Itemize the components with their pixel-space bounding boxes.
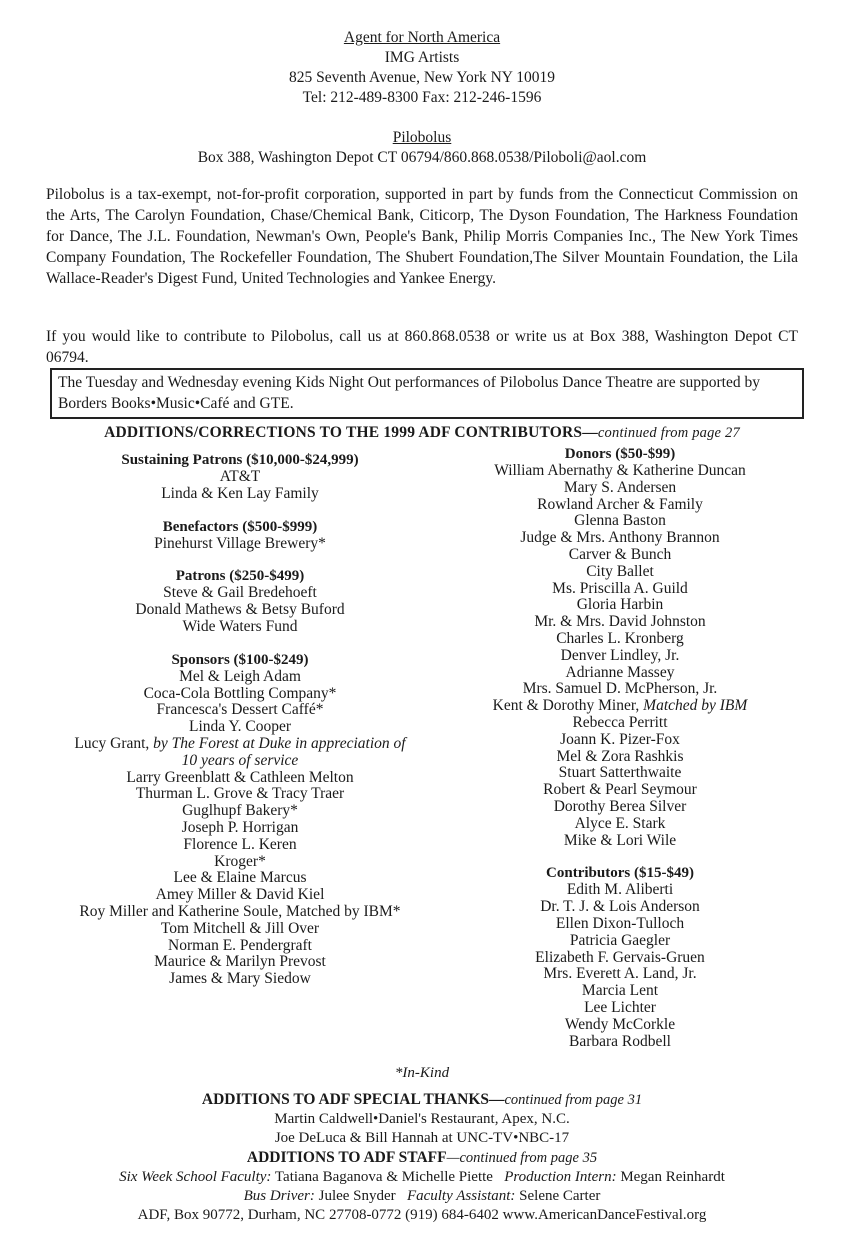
assistant-name: Selene Carter bbox=[515, 1188, 601, 1204]
special-thanks-line-2: Joe DeLuca & Bill Hannah at UNC-TV•NBC-17 bbox=[274, 1130, 570, 1146]
sustaining-title: Sustaining Patrons ($10,000-$24,999) bbox=[121, 452, 359, 468]
list-item: Linda Y. Cooper bbox=[188, 718, 292, 736]
agent-block bbox=[0, 28, 844, 108]
list-item: Linda & Ken Lay Family bbox=[161, 484, 319, 502]
list-item: Mel & Leigh Adam bbox=[179, 667, 301, 685]
miner-note: Matched by IBM bbox=[643, 697, 748, 715]
list-item: Kroger* bbox=[214, 852, 266, 870]
driver-name: Julee Snyder bbox=[314, 1188, 396, 1204]
list-item: Charles L. Kronberg bbox=[556, 629, 684, 647]
contributors-title: Contributors ($15-$49) bbox=[546, 865, 694, 882]
list-item: William Abernathy & Katherine Duncan bbox=[494, 462, 746, 479]
list-item: Robert & Pearl Seymour bbox=[543, 781, 697, 799]
agent-name: IMG Artists bbox=[384, 49, 460, 66]
staff-continued: —continued from page 35 bbox=[446, 1150, 598, 1166]
in-kind-text: *In-Kind bbox=[394, 1065, 450, 1081]
list-item: Mrs. Samuel D. McPherson, Jr. bbox=[522, 680, 718, 698]
list-item: Donald Mathews & Betsy Buford bbox=[135, 601, 345, 619]
list-item: Alyce E. Stark bbox=[574, 814, 666, 832]
list-item: Dr. T. J. & Lois Anderson bbox=[540, 898, 700, 916]
list-item: Francesca's Dessert Caffé* bbox=[156, 701, 324, 719]
grant-name: Lucy Grant, bbox=[74, 734, 154, 752]
benefactors-title: Benefactors ($500-$999) bbox=[162, 518, 318, 535]
list-item: Judge & Mrs. Anthony Brannon bbox=[520, 529, 720, 547]
list-item: Ms. Priscilla A. Guild bbox=[552, 579, 688, 597]
list-item: Pinehurst Village Brewery* bbox=[154, 534, 326, 552]
adf-address: ADF, Box 90772, Durham, NC 27708-0772 (919) 684-6402 www.AmericanDanceFestival.org bbox=[137, 1207, 707, 1223]
list-item: Elizabeth F. Gervais-Gruen bbox=[535, 948, 705, 966]
list-item: Norman E. Pendergraft bbox=[168, 936, 312, 954]
footer-sections bbox=[0, 1090, 844, 1225]
list-item: Guglhupf Bakery* bbox=[182, 802, 298, 820]
list-item: Amey Miller & David Kiel bbox=[155, 886, 325, 904]
list-item: Barbara Rodbell bbox=[568, 1032, 671, 1050]
list-item-grant bbox=[40, 736, 440, 753]
list-item: Lee Lichter bbox=[584, 998, 656, 1016]
miner-name: Kent & Dorothy Miner, bbox=[492, 697, 644, 715]
in-kind-note bbox=[0, 1064, 844, 1083]
list-item: Patricia Gaegler bbox=[569, 931, 671, 949]
contributors-continued: continued from page 27 bbox=[597, 425, 740, 441]
left-column bbox=[40, 452, 440, 988]
list-item: Thurman L. Grove & Tracy Traer bbox=[135, 785, 345, 803]
list-item-grant-cont bbox=[40, 753, 440, 770]
list-item: Wide Waters Fund bbox=[182, 617, 298, 635]
driver-label: Bus Driver: bbox=[243, 1188, 315, 1204]
donors-title: Donors ($50-$99) bbox=[564, 446, 676, 462]
list-item: Marcia Lent bbox=[581, 982, 659, 1000]
list-item: Mrs. Everett A. Land, Jr. bbox=[543, 965, 697, 983]
list-item: Mike & Lori Wile bbox=[563, 831, 677, 849]
org-block bbox=[0, 128, 844, 168]
faculty-label: Six Week School Faculty: bbox=[119, 1169, 272, 1185]
list-item: Ellen Dixon-Tulloch bbox=[555, 914, 685, 932]
list-item: Tom Mitchell & Jill Over bbox=[160, 919, 320, 937]
patrons-title: Patrons ($250-$499) bbox=[175, 568, 305, 585]
contributors-heading bbox=[0, 424, 844, 442]
list-item: Joseph P. Horrigan bbox=[181, 818, 299, 836]
agent-address: 825 Seventh Avenue, New York NY 10019 bbox=[288, 69, 556, 86]
list-item: Gloria Harbin bbox=[576, 596, 664, 614]
staff-line-1 bbox=[0, 1168, 844, 1187]
list-item: Glenna Baston bbox=[574, 512, 666, 530]
list-item: Steve & Gail Bredehoeft bbox=[163, 584, 317, 602]
contributors-heading-text: ADDITIONS/CORRECTIONS TO THE 1999 ADF CONTRIBUTORS— bbox=[104, 424, 598, 441]
intern-name: Megan Reinhardt bbox=[616, 1169, 725, 1185]
org-contact: Box 388, Washington Depot CT 06794/860.868.0538/Piloboli@aol.com bbox=[197, 149, 647, 166]
list-item: Mr. & Mrs. David Johnston bbox=[534, 613, 706, 631]
list-item: Edith M. Aliberti bbox=[566, 881, 674, 899]
special-thanks-heading-text: ADDITIONS TO ADF SPECIAL THANKS— bbox=[201, 1091, 505, 1108]
list-item: Rowland Archer & Family bbox=[537, 495, 703, 513]
intern-label: Production Intern: bbox=[504, 1169, 617, 1185]
sponsors-title: Sponsors ($100-$249) bbox=[171, 651, 309, 668]
sustaining-list bbox=[40, 469, 440, 503]
list-item: Rebecca Perritt bbox=[572, 713, 668, 731]
agent-title: Agent for North America bbox=[343, 29, 501, 46]
list-item: Mary S. Andersen bbox=[563, 478, 677, 496]
grant-note: by The Forest at Duke in appreciation of bbox=[153, 734, 406, 752]
list-item: Dorothy Berea Silver bbox=[553, 797, 687, 815]
list-item: Stuart Satterthwaite bbox=[558, 764, 682, 782]
org-title: Pilobolus bbox=[392, 129, 452, 146]
list-item: Mel & Zora Rashkis bbox=[556, 747, 684, 765]
list-item: Adrianne Massey bbox=[565, 663, 675, 681]
list-item: AT&T bbox=[219, 468, 261, 485]
special-thanks-heading bbox=[0, 1090, 844, 1110]
kids-night-out-box: The Tuesday and Wednesday evening Kids Night Out performances of Pilobolus Dance Theatre are supported by Borders Books•Music•Café and GTE. bbox=[50, 368, 804, 419]
right-column bbox=[440, 446, 800, 1050]
list-item: Carver & Bunch bbox=[568, 545, 672, 563]
list-item: Maurice & Marilyn Prevost bbox=[154, 953, 326, 971]
staff-heading bbox=[0, 1148, 844, 1168]
list-item: James & Mary Siedow bbox=[169, 970, 311, 988]
staff-heading-text: ADDITIONS TO ADF STAFF bbox=[246, 1149, 447, 1166]
list-item: Denver Lindley, Jr. bbox=[560, 646, 680, 664]
special-thanks-line-1: Martin Caldwell•Daniel's Restaurant, Apex, N.C. bbox=[274, 1111, 570, 1127]
assistant-label: Faculty Assistant: bbox=[406, 1188, 516, 1204]
list-item-matched bbox=[440, 698, 800, 715]
special-thanks-continued: continued from page 31 bbox=[504, 1092, 643, 1108]
list-item: Lee & Elaine Marcus bbox=[173, 869, 307, 887]
list-item: City Ballet bbox=[586, 562, 654, 580]
list-item: Larry Greenblatt & Cathleen Melton bbox=[126, 768, 354, 786]
faculty-names: Tatiana Baganova & Michelle Piette bbox=[271, 1169, 493, 1185]
list-item: Roy Miller and Katherine Soule, Matched by IBM* bbox=[79, 902, 401, 920]
list-item: Wendy McCorkle bbox=[564, 1015, 676, 1033]
list-item: Florence L. Keren bbox=[183, 835, 297, 853]
staff-line-2 bbox=[0, 1187, 844, 1206]
grant-note-cont: 10 years of service bbox=[181, 751, 299, 769]
funding-paragraph: Pilobolus is a tax-exempt, not-for-profit corporation, supported in part by funds from the Connecticut Commission on the Arts, The Carolyn Foundation, Chase/Chemical Bank, Citicorp, The Dyson Foundation, The Harkness Foundation for Dance, The J.L. Foundation, Newman's Own, People's Bank, Philip Morris Companies Inc., The New York Times Company Foundation, The Rockefeller Foundation, The Shubert Foundation,The Silver Mountain Foundation, the Lila Wallace-Reader's Digest Fund, United Technologies and Yankee Energy. bbox=[46, 186, 798, 287]
contribute-paragraph: If you would like to contribute to Pilobolus, call us at 860.868.0538 or write us at Box 388, Washington Depot CT 06794. bbox=[46, 328, 798, 366]
list-item: Joann K. Pizer-Fox bbox=[560, 730, 680, 748]
list-item: Coca-Cola Bottling Company* bbox=[143, 684, 337, 702]
agent-phone: Tel: 212-489-8300 Fax: 212-246-1596 bbox=[302, 89, 542, 106]
